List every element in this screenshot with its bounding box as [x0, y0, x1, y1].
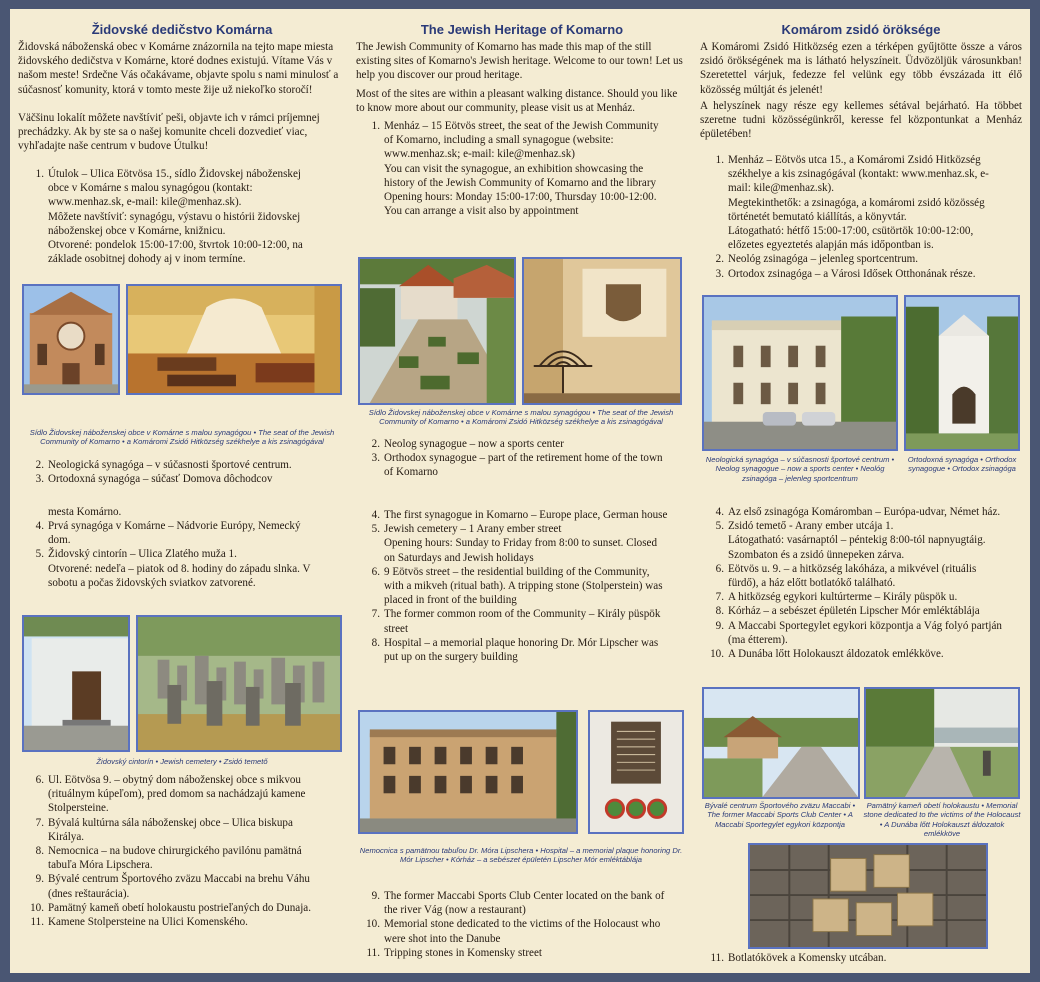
- synagogue-facade-photo: [22, 284, 120, 395]
- item-visit: Môžete navštíviť: synagógu, výstavu o histórii židovskej náboženskej obce v Komárne, knižnicu.: [48, 210, 301, 237]
- item-number: 9.: [715, 619, 724, 632]
- item-number: 4.: [35, 520, 44, 532]
- item-number: 3.: [715, 267, 724, 280]
- item-number: 8.: [371, 636, 380, 649]
- item-number: 10.: [710, 648, 724, 661]
- brochure-page: [10, 9, 1030, 973]
- item-number: 10.: [30, 901, 44, 914]
- stolpersteine-photo: [748, 843, 988, 949]
- list-item: [24, 816, 324, 844]
- list-item: [24, 844, 324, 872]
- list-item: [24, 915, 324, 929]
- item-text: Menház – Eötvös utca 15., a Komáromi Zsidó Hitközség székhelye a kis zsinagógával (kontakt: www.menhaz.sk, e-mail: kile@menhaz.sk).: [728, 154, 989, 195]
- item-number: 9.: [371, 890, 380, 902]
- list-item: [360, 607, 670, 635]
- list-item: [360, 636, 670, 664]
- item-number: 11.: [710, 952, 724, 964]
- list-item: [704, 562, 1008, 590]
- list-item: [24, 872, 324, 900]
- slovak-intro-1: Židovská náboženská obec v Komárne znázornila na tejto mape miesta židovského dedičstva v Komárne, ktoré dodnes existujú. Vítame Vás v našom meste! Srdečne Vás očakávame, objavte spolu s nami minulosť a súčasnosť komunity, ktorá v tomto meste žije už niekoľko storočí!: [18, 41, 339, 96]
- item-number: 10.: [366, 918, 380, 931]
- slovak-column: [18, 9, 346, 973]
- cemetery-building-photo: [22, 615, 130, 752]
- list-item: [24, 167, 324, 266]
- item-text: Nemocnica – na budove chirurgického pavilónu pamätná tabuľa Móra Lipschera.: [48, 845, 302, 872]
- item-text: 9 Eötvös street – the residential building of the Community, with a mikveh (ritual bath). A tripping stone (Stolperstein) was placed in front of the building: [384, 565, 663, 607]
- hungarian-intro-1: A Komáromi Zsidó Hitközség ezen a térképen gyűjtötte össze a város zsidó örökségének ma is látható helyszíneit. Üdvözöljük városunkban! Szeretettel várjuk, fedezze fel velünk egy több évszázada itt élő közösség múltját és jelenét!: [700, 41, 1022, 96]
- list-item: [360, 565, 670, 608]
- english-items-9-11: [360, 889, 670, 960]
- item-hours: Otvorené: nedeľa – piatok od 8. hodiny do západu slnka. V sobotu a počas židovských sviatkov zatvorené.: [48, 562, 311, 589]
- list-item: [704, 619, 1008, 647]
- item-text: The former Maccabi Sports Club Center located on the bank of the river Vág (now a restaurant): [384, 890, 665, 917]
- item-text: A Maccabi Sportegylet egykori központja a Vág folyó partján (ma étterem).: [728, 619, 1002, 646]
- item-text: Ortodoxná synagóga – súčasť Domova dôchodcov: [48, 473, 273, 486]
- list-item: [704, 252, 1008, 266]
- item-text: Neolog synagogue – now a sports center: [384, 438, 564, 450]
- item-text: Prvá synagóga v Komárne – Nádvorie Európy, Nemecký dom.: [48, 520, 301, 547]
- orthodox-synagogue-photo: [904, 295, 1020, 451]
- item-visit: Megtekinthetők: a zsinagóga, a komáromi zsidó közösség történetét bemutató kiállítás, a könyvtár.: [728, 196, 985, 223]
- item-appointment: You can arrange a visit also by appointment: [384, 205, 579, 218]
- item-text: A hitközség egykori kultúrterme – Király püspök u.: [728, 591, 958, 604]
- item-number: 11.: [30, 916, 44, 929]
- hungarian-item-1: [704, 153, 1008, 281]
- item-hours: Opening hours: Sunday to Friday from 8:00 to sunset. Closed on Saturdays and Jewish holidays: [384, 537, 658, 564]
- item-number: 2.: [35, 459, 44, 471]
- neolog-photo-caption: Neologická synagóga – v súčasnosti športové centrum • Neolog synagogue – now a sports center • Neológ zsinagóga – jelenleg sportcentrum: [705, 455, 895, 483]
- item-text: Menház – 15 Eötvös street, the seat of the Jewish Community of Komarno, including a small synagogue (website: www.menhaz.sk; e-mail: kile@menhaz.sk): [384, 120, 659, 161]
- item-number: 8.: [35, 845, 44, 858]
- item-text: Bývalé centrum Športového zväzu Maccabi na brehu Váhu (dnes reštaurácia).: [48, 873, 310, 900]
- slovak-photo-caption-2: Židovský cintorín • Jewish cemetery • Zsidó temető: [96, 757, 268, 766]
- english-intro-2: Most of the sites are within a pleasant walking distance. Should you like to know more about our community, please visit us at Menház.: [356, 88, 678, 115]
- english-items-2-3: [360, 437, 670, 480]
- list-item: [360, 889, 670, 917]
- item-number: 2.: [371, 438, 380, 450]
- list-item: [360, 917, 670, 945]
- item-number: 6.: [715, 562, 724, 575]
- slovak-title: Židovské dedičstvo Komárna: [91, 22, 273, 37]
- item-text: The former common room of the Community – Király püspök street: [384, 608, 661, 635]
- item-number: 2.: [715, 253, 724, 266]
- item-number: 3.: [35, 473, 44, 486]
- slovak-items-4-5: [24, 519, 324, 590]
- item-number: 4.: [715, 506, 724, 518]
- hungarian-items-4-10: [704, 505, 1008, 661]
- item-number: 8.: [715, 605, 724, 618]
- slovak-photo-caption-1: Sídlo Židovskej náboženskej obce v Komárne s malou synagógou • The seat of the Jewish Community of Komarno • a Komáromi Zsidó Hitközség székhelye a kis zsinagógával: [29, 428, 335, 447]
- item-number: 5.: [715, 520, 724, 533]
- slovak-item-1: [24, 167, 324, 266]
- english-column: [354, 9, 690, 973]
- item-text: Jewish cemetery – 1 Arany ember street: [384, 523, 562, 536]
- item-text: A Dunába lőtt Holokauszt áldozatok emlékköve.: [728, 648, 944, 661]
- list-item: [704, 647, 1008, 661]
- item-text: Útulok – Ulica Eötvösa 15., sídlo Židovskej náboženskej obce v Komárne s malou synagógou (kontakt: www.menhaz.sk, e-mail: kile@menhaz.sk).: [48, 168, 301, 209]
- item-hours: Látogatható: vasárnaptól – péntekig 8:00-tól napnyugtáig. Szombaton és a zsidó ünnepeken zárva.: [728, 534, 986, 561]
- english-photo-caption-2: Nemocnica s pamätnou tabuľou Dr. Móra Lipschera • Hospital – a memorial plaque honoring Dr. Mór Lipscher • Kórház – a sebészet épületén Lipscher Mór emléktáblája: [359, 846, 683, 865]
- list-item: [704, 505, 1008, 519]
- item-text: Az első zsinagóga Komáromban – Európa-udvar, Német ház.: [728, 506, 1001, 518]
- item-hours: Látogatható: hétfő 15:00-17:00, csütörtök 10:00-12:00, előzetes egyeztetés alapján más időpontban is.: [728, 225, 974, 252]
- list-item: [704, 590, 1008, 604]
- item-number: 1.: [371, 120, 380, 132]
- item-hours: Otvorené: pondelok 15:00-17:00, štvrtok 10:00-12:00, na základe osobitnej dohody aj v inom termíne.: [48, 239, 303, 266]
- list-item: [704, 951, 1008, 965]
- item-text: Memorial stone dedicated to the victims of the Holocaust who were shot into the Danube: [384, 918, 661, 945]
- item-text: Orthodox synagogue – part of the retirement home of the town of Komarno: [384, 452, 663, 479]
- english-title: The Jewish Heritage of Komarno: [420, 22, 624, 37]
- item-text: Ul. Eötvösa 9. – obytný dom náboženskej obce s mikvou (rituálnym kúpeľom), pred domom sa nachádzajú kamene Stolpersteine.: [48, 774, 306, 815]
- item-text: Ortodox zsinagóga – a Városi Idősek Otthonának része.: [728, 267, 976, 280]
- list-item: [24, 519, 324, 547]
- english-photo-caption-1: Sídlo Židovskej náboženskej obce v Komárne s malou synagógou • The seat of the Jewish Community of Komarno • a Komáromi Zsidó Hitközség székhelye a kis zsinagógával: [368, 408, 674, 427]
- english-intro-1: The Jewish Community of Komarno has made this map of the still existing sites of Komarno's Jewish heritage. Welcome to our town! Let us help you discover our proud heritage.: [356, 41, 683, 82]
- english-item-1: [360, 119, 670, 218]
- item-text: Neologická synagóga – v súčasnosti športové centrum.: [48, 459, 292, 471]
- list-item: [704, 519, 1008, 562]
- list-item: [704, 604, 1008, 618]
- hungarian-intro-2: A helyszínek nagy része egy kellemes sétával bejárható. Ha többet szeretne tudni közösségünkről, keresse fel központunkat a Menház épületében!: [700, 100, 1022, 141]
- list-item: [704, 267, 1008, 281]
- item-text: Botlatókövek a Komensky utcában.: [728, 952, 887, 964]
- hospital-building-photo: [358, 710, 578, 834]
- slovak-intro-2: Väčšinu lokalít môžete navštíviť peši, objavte ich v rámci príjemnej prechádzky. Ak by ste sa o našej komunite chceli dozvedieť viac, vyhľadajte naše centrum v budove Útulku!: [18, 112, 320, 153]
- hungarian-item-11: [704, 951, 1008, 965]
- list-item: [24, 547, 324, 590]
- item-text: Kórház – a sebészet épületén Lipscher Mór emléktáblája: [728, 605, 980, 618]
- item-number: 5.: [371, 523, 380, 536]
- item-text: Kamene Stolpersteine na Ulici Komenského.: [48, 916, 248, 929]
- item-hours: Opening hours: Monday 15:00-17:00, Thursday 10:00-12:00.: [384, 191, 657, 204]
- danube-memorial-photo: [864, 687, 1020, 799]
- item-visit: You can visit the synagogue, an exhibition showcasing the history of the Jewish Community of Komarno and the library: [384, 162, 657, 189]
- slovak-items-2-3: [24, 458, 324, 486]
- item-text: The first synagogue in Komarno – Europe place, German house: [384, 509, 668, 521]
- item-number: 6.: [35, 774, 44, 786]
- list-item: [360, 508, 670, 522]
- item-text: Zsidó temető - Arany ember utcája 1.: [728, 520, 894, 533]
- item-number: 7.: [35, 816, 44, 829]
- item-number: 1.: [35, 168, 44, 180]
- item-text: Neológ zsinagóga – jelenleg sportcentrum.: [728, 253, 919, 266]
- synagogue-interior-photo: [126, 284, 342, 395]
- memorial-plaque-photo: [588, 710, 684, 834]
- item-number: 7.: [715, 591, 724, 604]
- item-number: 9.: [35, 873, 44, 886]
- hungarian-title: Komárom zsidó öröksége: [781, 22, 941, 37]
- item-text: Tripping stones in Komensky street: [384, 946, 542, 959]
- maccabi-photo-caption: Bývalé centrum Športového zväzu Maccabi • The former Maccabi Sports Club Center • A Maccabi Sportegylet egykori központja: [704, 801, 856, 829]
- list-item: [360, 119, 670, 218]
- item-number: 6.: [371, 565, 380, 578]
- menhaz-courtyard-photo: [358, 257, 516, 405]
- item-text: Bývalá kultúrna sála náboženskej obce – Ulica biskupa Királya.: [48, 816, 293, 843]
- list-item: [360, 522, 670, 565]
- orthodox-photo-caption: Ortodoxná synagóga • Orthodox synagogue • Ortodox zsinagóga: [907, 455, 1017, 474]
- item-number: 11.: [366, 946, 380, 959]
- maccabi-center-photo: [702, 687, 860, 799]
- item-text: Eötvös u. 9. – a hitközség lakóháza, a mikvével (rituális fürdő), a ház előtt botlatókő található.: [728, 562, 977, 590]
- list-item: [24, 901, 324, 915]
- menorah-plaque-photo: [522, 257, 682, 405]
- memorial-photo-caption: Pamätný kameň obetí holokaustu • Memorial stone dedicated to the victims of the Holocaust • A Dunába lőtt Holokauszt áldozatok emlékköve: [863, 801, 1021, 839]
- neolog-synagogue-photo: [702, 295, 898, 451]
- item-text: Hospital – a memorial plaque honoring Dr. Mór Lipscher was put up on the surgery building: [384, 636, 659, 664]
- item-number: 4.: [371, 509, 380, 521]
- item-number: 7.: [371, 608, 380, 621]
- list-item: [360, 946, 670, 960]
- slovak-items-6-11: [24, 773, 324, 929]
- item-number: 5.: [35, 548, 44, 561]
- hungarian-column: [698, 9, 1024, 973]
- cemetery-gravestones-photo: [136, 615, 342, 752]
- item-number: 1.: [715, 154, 724, 166]
- list-item: [24, 472, 324, 486]
- item-number: 3.: [371, 452, 380, 465]
- list-item: [360, 451, 670, 479]
- list-item: [24, 458, 324, 472]
- english-items-4-8: [360, 508, 670, 664]
- item-text: Židovský cintorín – Ulica Zlatého muža 1.: [48, 548, 237, 561]
- item-text: Pamätný kameň obetí holokaustu postrieľaných do Dunaja.: [48, 901, 311, 914]
- list-item: [360, 437, 670, 451]
- list-item: [24, 773, 324, 816]
- slovak-continuation: mesta Komárno.: [48, 506, 122, 518]
- list-item: [704, 153, 1008, 252]
